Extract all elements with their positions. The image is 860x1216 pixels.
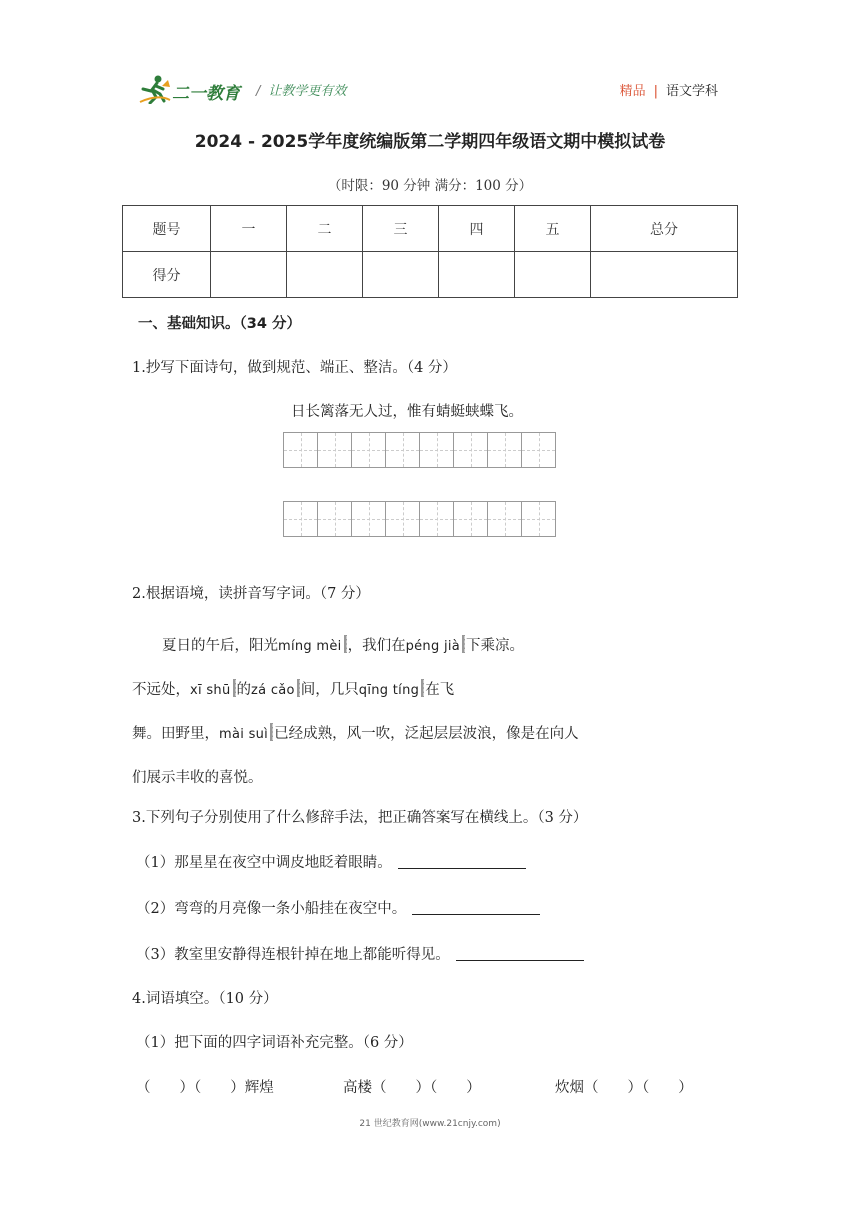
header-right [620, 80, 718, 99]
writing-cell[interactable] [283, 432, 318, 468]
writing-cell[interactable] [385, 501, 420, 537]
score-row-label: 得分 [123, 252, 211, 298]
score-cell[interactable] [363, 252, 439, 298]
q2-text: 的 [236, 682, 251, 698]
writing-cell[interactable] [351, 501, 386, 537]
pinyin-prompt: míng mèi [278, 639, 342, 654]
pinyin-prompt: mài suì [219, 727, 269, 742]
score-header-cell: 二 [287, 206, 363, 252]
q2-line-3 [132, 712, 732, 756]
pinyin-prompt: xī shū [190, 683, 231, 698]
answer-box[interactable] [344, 622, 346, 666]
score-header-cell: 五 [515, 206, 591, 252]
writing-cell[interactable] [317, 432, 352, 468]
answer-blank[interactable] [456, 947, 584, 961]
answer-cell[interactable] [271, 723, 273, 741]
answer-box[interactable] [233, 666, 235, 710]
q1-poem: 日长篱落无人过，惟有蜻蜓蛱蝶飞。 [291, 404, 523, 420]
writing-cell[interactable] [521, 501, 556, 537]
answer-box[interactable] [270, 710, 272, 754]
score-header-cell: 三 [363, 206, 439, 252]
exam-subtitle: （时限：90 分钟 满分：100 分） [327, 178, 533, 194]
q2-line-2 [132, 668, 732, 712]
q1-prompt: 1.抄写下面诗句，做到规范、端正、整洁。（4 分） [132, 360, 457, 376]
fill-blank-item[interactable]: 高楼（ ）（ ） [343, 1080, 481, 1096]
q3-item-text: （1）那星星在夜空中调皮地眨着眼睛。 [136, 855, 392, 871]
q2-text: 夏日的午后，阳光 [162, 638, 278, 654]
q2-passage [132, 624, 732, 800]
answer-blank[interactable] [398, 855, 526, 869]
writing-cell[interactable] [351, 432, 386, 468]
fill-blank-item[interactable]: （ ）（ ）辉煌 [136, 1080, 274, 1096]
answer-box[interactable] [462, 622, 464, 666]
answer-cell[interactable] [298, 679, 300, 697]
score-cell[interactable] [211, 252, 287, 298]
score-header-cell: 题号 [123, 206, 211, 252]
fill-blank-item[interactable]: 炊烟（ ）（ ） [555, 1080, 693, 1096]
pinyin-prompt: péng jià [405, 639, 461, 654]
answer-cell[interactable] [422, 679, 424, 697]
writing-cell[interactable] [453, 432, 488, 468]
score-cell[interactable] [287, 252, 363, 298]
q2-line-4 [132, 756, 732, 800]
answer-box[interactable] [297, 666, 299, 710]
q3-item-text: （2）弯弯的月亮像一条小船挂在夜空中。 [136, 901, 407, 917]
score-table-header-row [123, 206, 738, 252]
q4-prompt: 4.词语填空。（10 分） [132, 991, 278, 1007]
pinyin-prompt: zá cǎo [251, 683, 295, 698]
writing-cell[interactable] [521, 432, 556, 468]
exam-title: 2024 - 2025学年度统编版第二学期四年级语文期中模拟试卷 [194, 132, 666, 152]
score-header-cell: 总分 [591, 206, 738, 252]
pinyin-prompt: qīng tíng [358, 683, 420, 698]
slogan-separator: / [256, 84, 261, 99]
writing-cell[interactable] [487, 432, 522, 468]
writing-cell[interactable] [487, 501, 522, 537]
page-header [138, 72, 718, 106]
quality-badge: 精品 [619, 84, 646, 99]
page-footer: 21 世纪教育网(www.21cnjy.com) [359, 1119, 501, 1129]
q2-prompt: 2.根据语境，读拼音写字词。（7 分） [132, 586, 370, 602]
slogan [256, 80, 346, 99]
q2-text: 已经成熟，风一吹，泛起层层波浪，像是在向人 [274, 726, 579, 742]
logo [138, 74, 248, 104]
writing-grid-row-2[interactable] [283, 501, 555, 537]
section1-heading: 一、基础知识。（34 分） [138, 316, 301, 332]
score-table [122, 205, 738, 298]
q4-sub1: （1）把下面的四字词语补充完整。（6 分） [136, 1035, 413, 1051]
writing-cell[interactable] [453, 501, 488, 537]
writing-cell[interactable] [385, 432, 420, 468]
score-header-cell: 四 [439, 206, 515, 252]
writing-cell[interactable] [419, 432, 454, 468]
q3-prompt: 3.下列句子分别使用了什么修辞手法，把正确答案写在横线上。（3 分） [132, 810, 588, 826]
q2-text: ，我们在 [347, 638, 406, 654]
q3-item [136, 851, 526, 872]
answer-blank[interactable] [412, 901, 540, 915]
writing-cell[interactable] [317, 501, 352, 537]
writing-grid-row-1[interactable] [283, 432, 555, 468]
writing-cell[interactable] [283, 501, 318, 537]
score-cell[interactable] [515, 252, 591, 298]
score-header-cell: 一 [211, 206, 287, 252]
q3-item-text: （3）教室里安静得连根针掉在地上都能听得见。 [136, 947, 450, 963]
answer-cell[interactable] [234, 679, 236, 697]
q2-text: 在飞 [425, 682, 455, 698]
score-cell[interactable] [591, 252, 738, 298]
logo-text: 二一教育 [172, 84, 240, 104]
score-table-row [123, 252, 738, 298]
q3-item [136, 943, 584, 964]
q2-text: 舞。田野里， [132, 726, 219, 742]
answer-cell[interactable] [463, 635, 465, 653]
header-divider: | [653, 84, 658, 99]
q2-text: 间，几只 [300, 682, 359, 698]
q2-text: 不远处， [132, 682, 190, 698]
writing-cell[interactable] [419, 501, 454, 537]
subject-label: 语文学科 [665, 84, 718, 99]
answer-cell[interactable] [345, 635, 347, 653]
score-cell[interactable] [439, 252, 515, 298]
q2-line-1 [132, 624, 732, 668]
q2-text: 们展示丰收的喜悦。 [132, 770, 263, 786]
q2-text: 下乘凉。 [466, 638, 525, 654]
answer-box[interactable] [421, 666, 423, 710]
slogan-text: 让教学更有效 [268, 84, 347, 99]
q3-item [136, 897, 540, 918]
